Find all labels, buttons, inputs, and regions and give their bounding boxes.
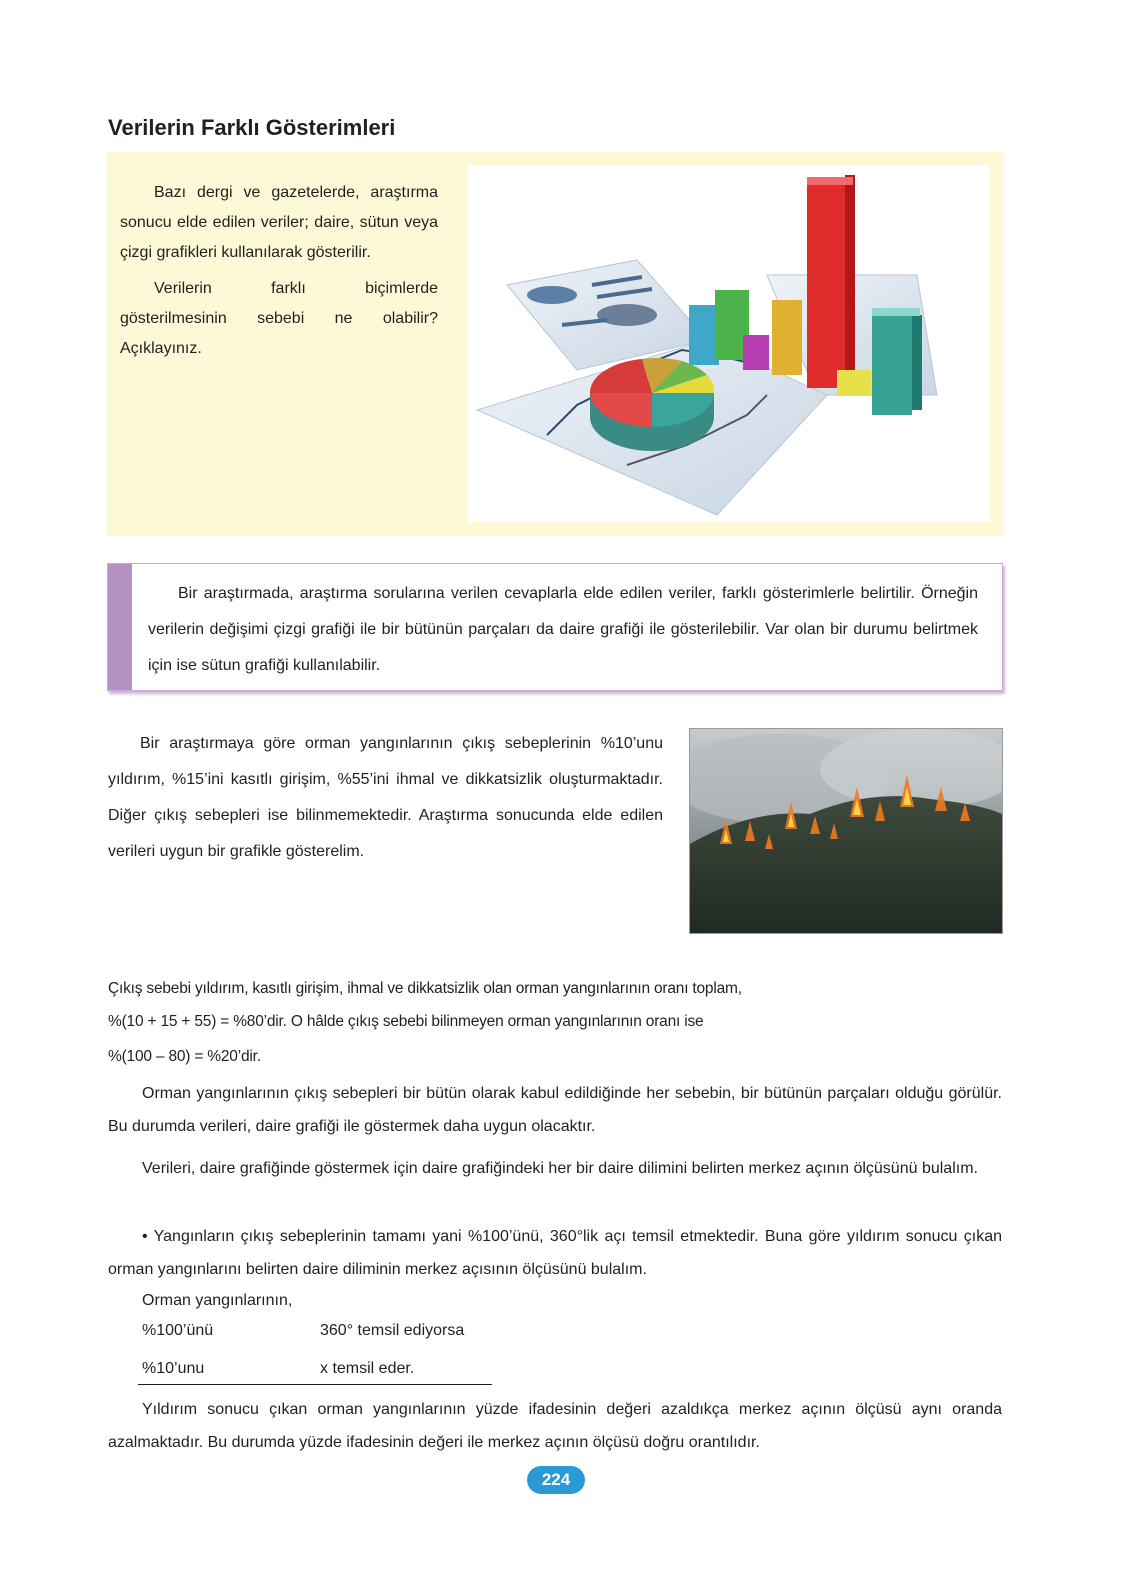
page-number: 224 [527, 1466, 585, 1494]
final-text [108, 1393, 1002, 1459]
whole-parts-paragraph: Orman yangınlarının çıkış sebepleri bir bütün olarak kabul edildiğinde her sebebin, bir bütünün parçaları olduğu görülür. Bu durumda verileri, daire grafiği ile göstermek daha uygun olacaktır. [108, 1085, 1002, 1135]
intro-paragraph-2: Verilerin farklı biçimlerde gösterilmesinin sebebi ne olabilir? Açıklayınız. [120, 280, 438, 357]
calc-line-1: Çıkış sebebi yıldırım, kasıtlı girişim, ihmal ve dikkatsizlik olan orman yangınlarının oranı toplam, [108, 980, 742, 997]
calc-line-3: %(100 – 80) = %20’dir. [108, 1048, 261, 1065]
definition-box [107, 563, 1003, 691]
angle-paragraph: Verileri, daire grafiğinde göstermek için daire grafiğindeki her bir daire dilimini belirten merkez açının ölçüsünü bulalım. [142, 1160, 978, 1177]
charts-illustration [467, 165, 990, 522]
proportion-row-1-right: 360° temsil ediyorsa [320, 1322, 465, 1339]
final-paragraph: Yıldırım sonucu çıkan orman yangınlarının yüzde ifadesinin değeri azaldıkça merkez açının ölçüsü aynı oranda azalmaktadır. Bu durumda yüzde ifadesinin değeri ile merkez açının ölçüsü doğru orantılıdır. [108, 1401, 1002, 1451]
forests-label: Orman yangınlarının, [142, 1292, 293, 1309]
definition-text [148, 576, 978, 684]
charts-illustration-svg [467, 165, 990, 522]
calc-line-2: %(10 + 15 + 55) = %80’dir. O hâlde çıkış sebebi bilinmeyen orman yangınlarının oranı ise [108, 1013, 704, 1030]
angle-text [108, 1152, 1002, 1185]
intro-paragraph-1: Bazı dergi ve gazetelerde, araştırma sonucu elde edilen veriler; daire, sütun veya çizgi grafikleri kullanılarak gösterilir. [120, 184, 438, 261]
bullet-text [108, 1220, 1002, 1286]
forest-fire-text [108, 726, 663, 870]
proportion-row-2-left: %10’unu [142, 1360, 205, 1377]
proportion-row-2-right: x temsil eder. [320, 1360, 415, 1377]
intro-text [120, 178, 438, 370]
pie-3d [590, 358, 714, 451]
forest-fire-photo-svg [690, 729, 1002, 933]
page-title: Verilerin Farklı Gösterimleri [108, 115, 396, 140]
whole-parts-text [108, 1077, 1002, 1143]
proportion-row-1-left: %100’ünü [142, 1322, 214, 1339]
definition-accent-bar [108, 564, 132, 690]
proportion-underline [138, 1384, 492, 1385]
definition-paragraph: Bir araştırmada, araştırma sorularına verilen cevaplarla elde edilen veriler, farklı gösterimlerle belirtilir. Örneğin verilerin değişimi çizgi grafiği ile bir bütünün parçaları da daire grafiği ile gösterilebilir. Var olan bir durumu belirtmek için ise sütun grafiği kullanılabilir. [148, 585, 978, 674]
forest-fire-paragraph: Bir araştırmaya göre orman yangınlarının çıkış sebeplerinin %10’unu yıldırım, %15’ini kasıtlı girişim, %55’ini ihmal ve dikkatsizlik oluşturmaktadır. Diğer çıkış sebepleri ise bilinmemektedir. Araştırma sonucunda elde edilen verileri uygun bir grafikle gösterelim. [108, 735, 663, 860]
bullet-paragraph: • Yangınların çıkış sebeplerinin tamamı yani %100’ünü, 360°lik açı temsil etmektedir. Buna göre yıldırım sonucu çıkan orman yangınlarını belirten daire diliminin merkez açısının ölçüsünü bulalım. [108, 1228, 1002, 1278]
forest-fire-photo [689, 728, 1003, 934]
forests-label-block [108, 1284, 1002, 1317]
